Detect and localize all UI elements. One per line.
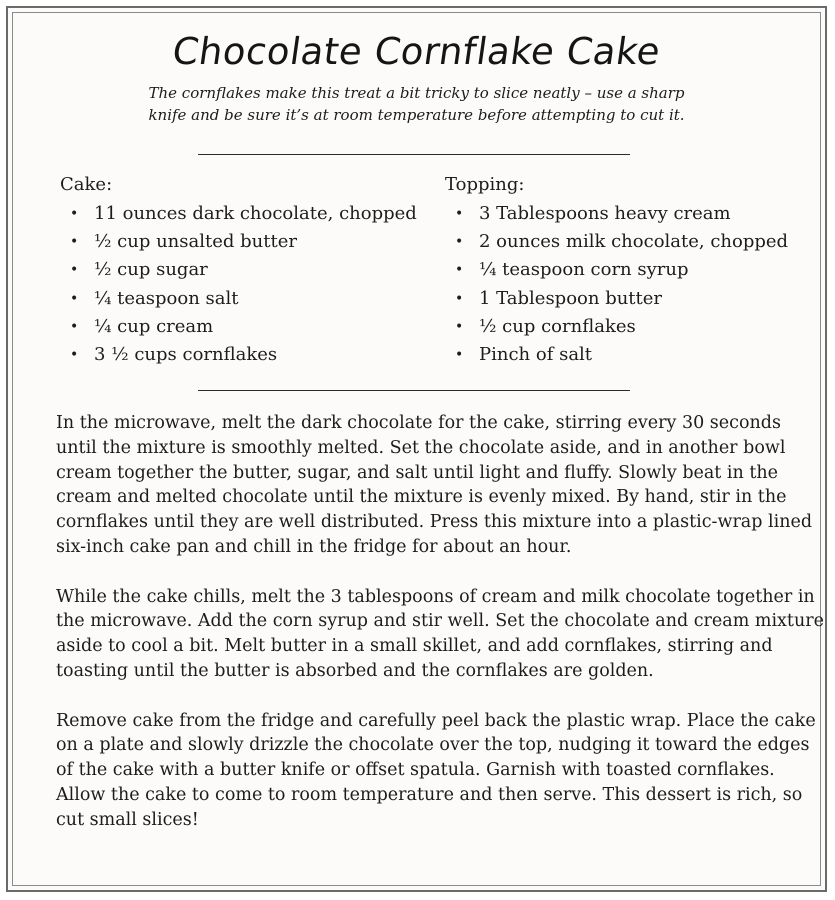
ingredient-item: • 3 ½ cups cornflakes — [60, 341, 440, 369]
recipe-card — [6, 6, 827, 892]
topping-ingredient-list — [445, 200, 815, 369]
cake-heading: Cake: — [60, 174, 113, 195]
instruction-paragraph: While the cake chills, melt the 3 tablespoons of cream and milk chocolate together in the microwave. Add the corn syrup and stir well. Set the chocolate and cream mixture aside to cool a bit. Melt butter in a small skillet, and add cornflakes, stirring and toasting until the butter is absorbed and the cornflakes are golden. — [56, 586, 824, 681]
ingredient-item: • 1 Tablespoon butter — [445, 285, 815, 313]
ingredient-item: • ¼ teaspoon corn syrup — [445, 256, 815, 284]
divider-bottom — [198, 390, 630, 391]
divider-top — [198, 154, 630, 155]
ingredient-item: • ½ cup sugar — [60, 256, 440, 284]
ingredient-item: • ½ cup cornflakes — [445, 313, 815, 341]
recipe-subtitle: The cornflakes make this treat a bit tricky to slice neatly – use a sharp knife and be sure it’s at room temperature before attempting to cut it. — [148, 84, 685, 124]
ingredient-item: • 11 ounces dark chocolate, chopped — [60, 200, 440, 228]
instruction-paragraph: Remove cake from the fridge and carefully peel back the plastic wrap. Place the cake on a plate and slowly drizzle the chocolate over the top, nudging it toward the edges of the cake with a butter knife or offset spatula. Garnish with toasted cornflakes. Allow the cake to come to room temperature and then serve. This dessert is rich, so cut small slices! — [56, 710, 816, 830]
ingredient-item: • ¼ cup cream — [60, 313, 440, 341]
topping-ingredients-column — [445, 172, 815, 369]
cake-ingredients-column — [60, 172, 440, 369]
instruction-paragraph: In the microwave, melt the dark chocolate for the cake, stirring every 30 seconds until the mixture is smoothly melted. Set the chocolate aside, and in another bowl cream together the butter, sugar, and salt until light and fluffy. Slowly beat in the cream and melted chocolate until the mixture is evenly mixed. By hand, stir in the cornflakes until they are well distributed. Press this mixture into a plastic-wrap lined six-inch cake pan and chill in the fridge for about an hour. — [56, 413, 813, 557]
ingredient-item: • 2 ounces milk chocolate, chopped — [445, 228, 815, 256]
ingredient-item: • ½ cup unsalted butter — [60, 228, 440, 256]
ingredient-item: • Pinch of salt — [445, 341, 815, 369]
ingredient-item: • ¼ teaspoon salt — [60, 285, 440, 313]
recipe-title: Chocolate Cornflake Cake — [169, 30, 664, 73]
topping-heading: Topping: — [445, 174, 525, 195]
ingredient-item: • 3 Tablespoons heavy cream — [445, 200, 815, 228]
cake-ingredient-list — [60, 200, 440, 369]
instructions — [56, 411, 826, 857]
